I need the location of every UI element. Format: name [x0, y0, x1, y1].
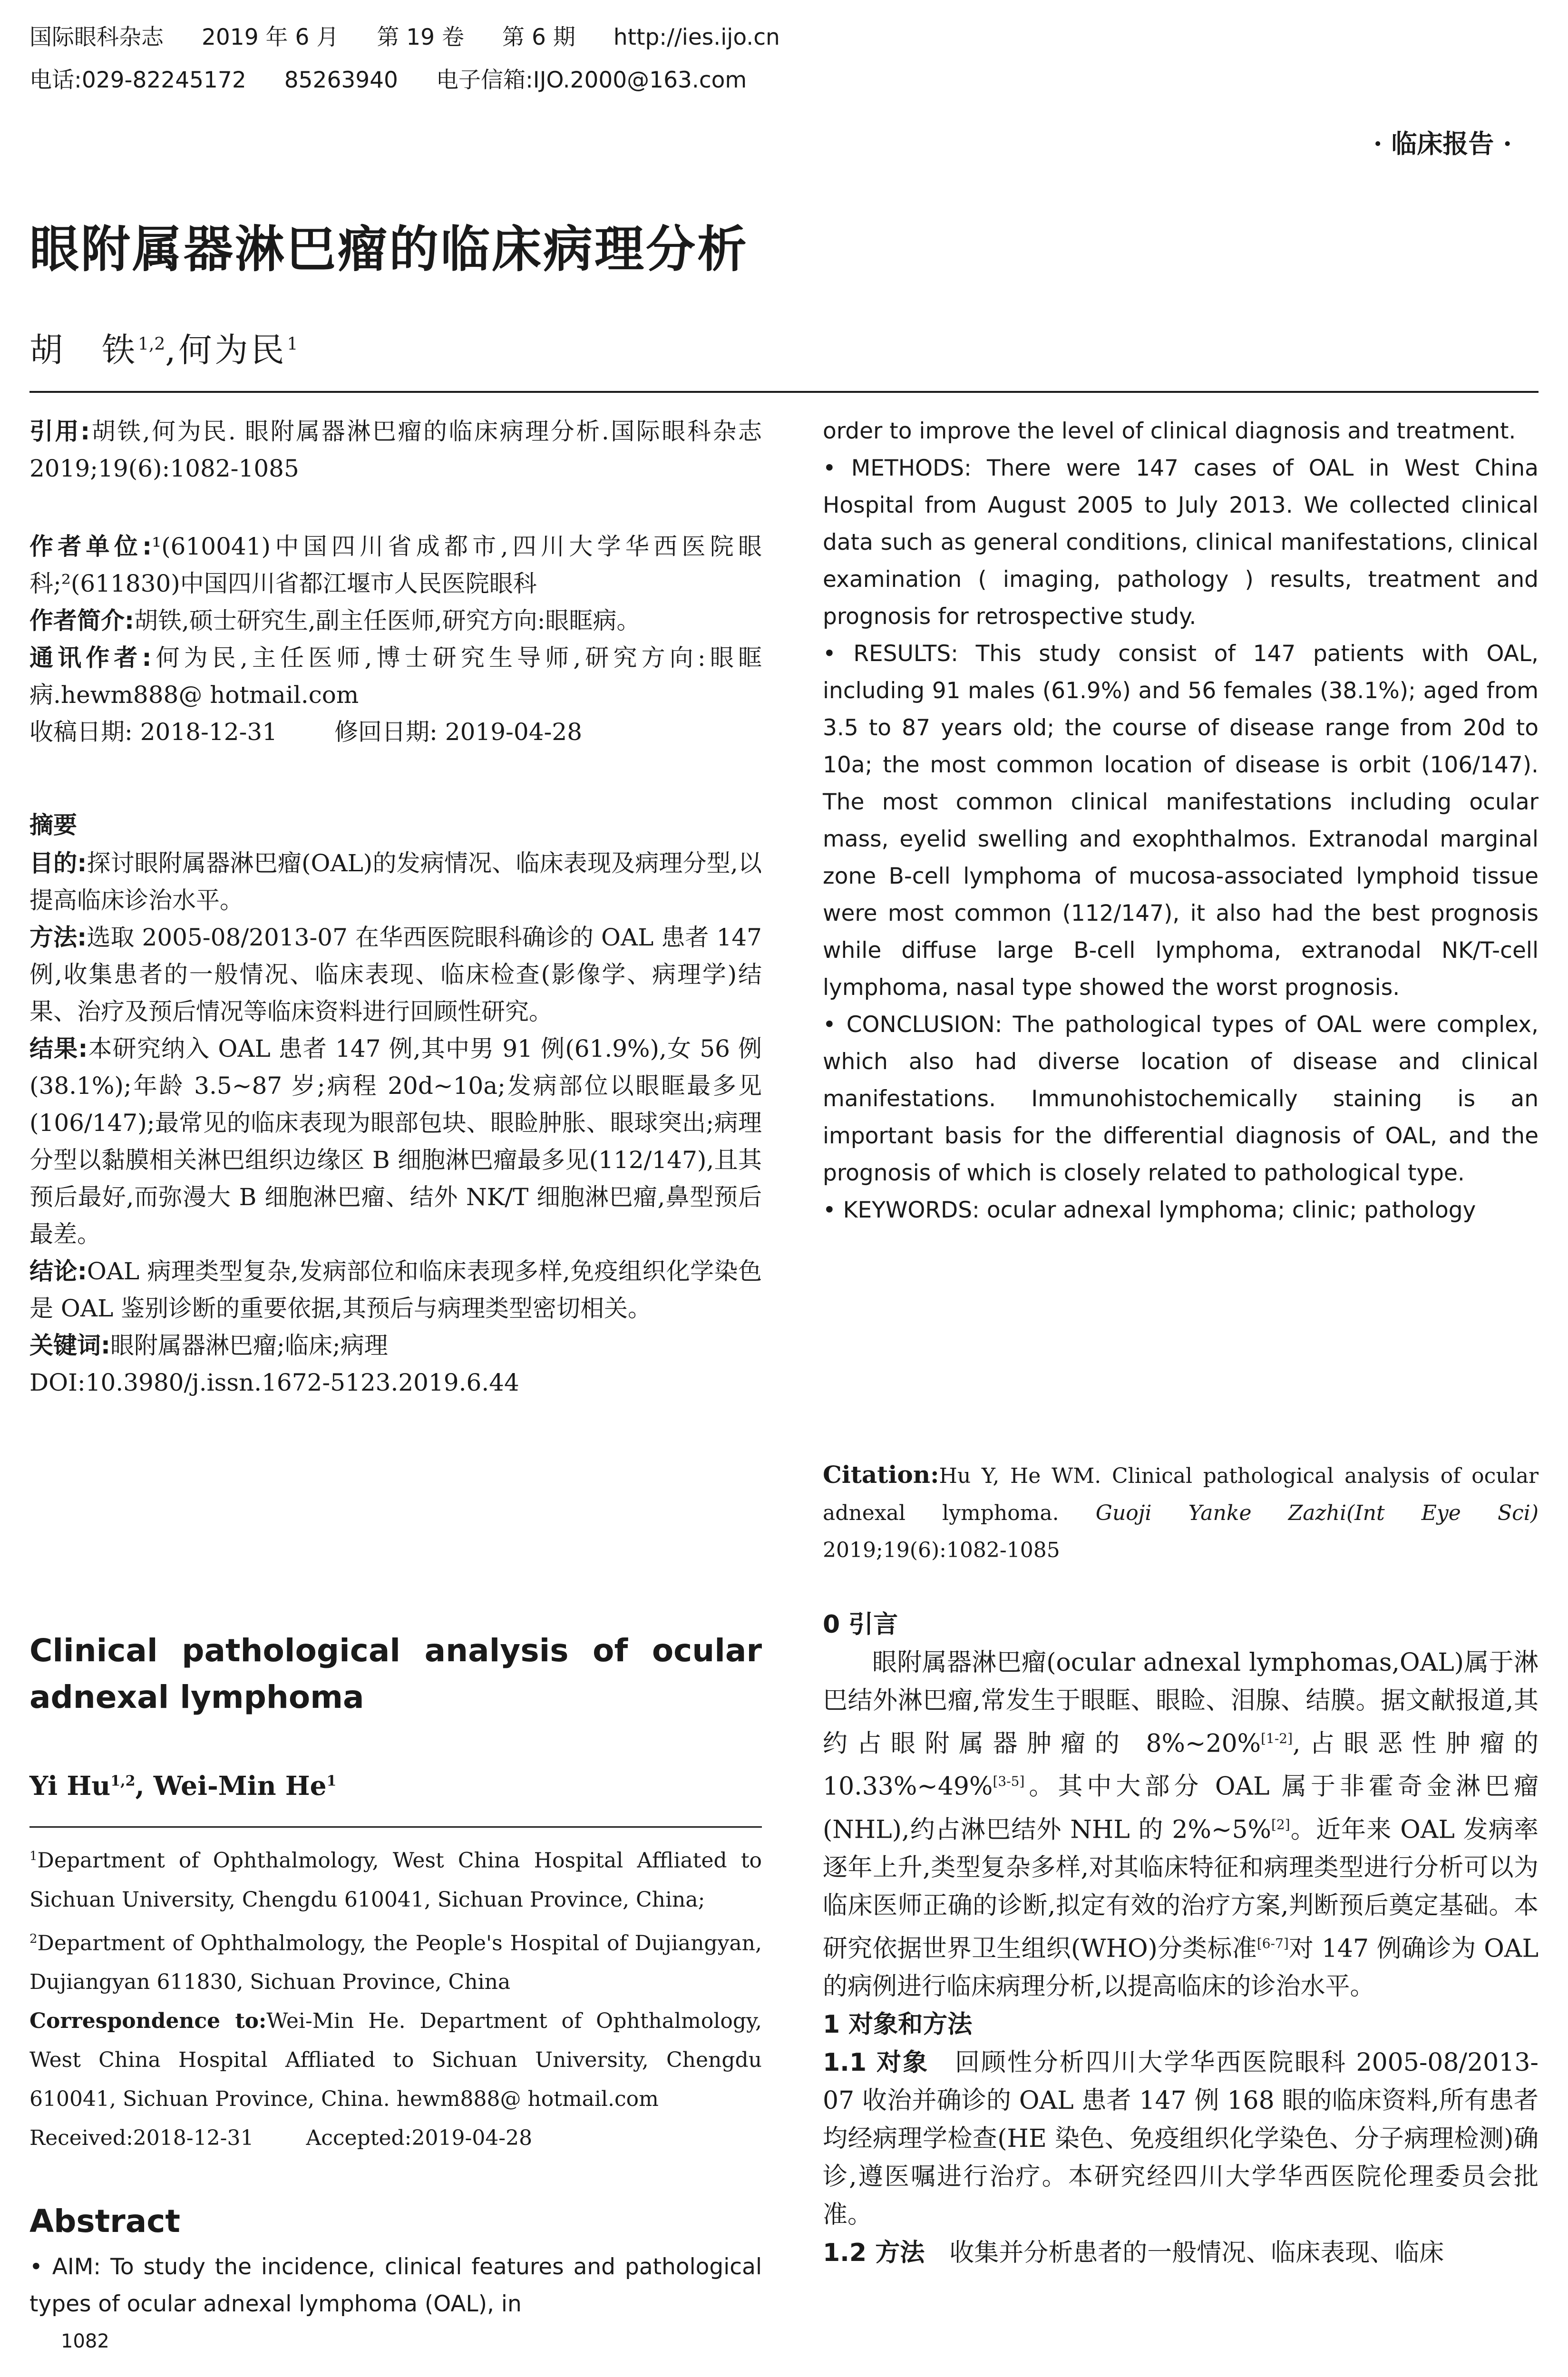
issue: 第 6 期 [502, 24, 575, 50]
intro-text-1: 眼附属器淋巴瘤(ocular adnexal lymphomas,OAL)属于淋巴结外淋巴瘤,常发生于眼眶、眼睑、泪腺、结膜。据文献报道,其约占眼附属器肿瘤的 8%~20% [823, 1648, 1539, 1758]
article-title-cn: 眼附属器淋巴瘤的临床病理分析 [29, 220, 749, 278]
received-date: 收稿日期: 2018-12-31 [29, 718, 278, 746]
author-1-affil: 1,2 [138, 334, 166, 354]
abstract-en-continued [823, 413, 1539, 1229]
author-1-cn: 胡 铁 [29, 331, 138, 370]
aff2-text: Department of Ophthalmology, the People's Hospital of Dujiangyan, Dujiangyan 611830, Sichuan Province, China [29, 1931, 762, 1995]
concl-text: OAL 病理类型复杂,发病部位和临床表现多样,免疫组织化学染色是 OAL 鉴别诊断的重要依据,其预后与病理类型密切相关。 [29, 1257, 762, 1322]
keywords-text: 眼附属器淋巴瘤;临床;病理 [110, 1332, 388, 1359]
intro-text-2: ,占眼恶性肿瘤的 10.33%~49% [823, 1729, 1539, 1801]
ref-4[interactable]: [6-7] [1256, 1935, 1289, 1951]
citation-lead: 引用: [29, 418, 90, 445]
affil-lead: 作者单位: [29, 533, 152, 560]
citation-text: 胡铁,何为民. 眼附属器淋巴瘤的临床病理分析.国际眼科杂志 2019;19(6):1082-1085 [29, 418, 762, 482]
section-1-1 [823, 2044, 1539, 2234]
bio-text: 胡铁,硕士研究生,副主任医师,研究方向:眼眶病。 [134, 607, 641, 634]
abstract-en-aim [29, 2249, 762, 2323]
corr-text: 何为民,主任医师,博士研究生导师,研究方向:眼眶病.hewm888@ hotmail.com [29, 644, 762, 709]
aff1-text: Department of Ophthalmology, West China Hospital Affliated to Sichuan University, Chengdu 610041, Sichuan Province, China; [29, 1848, 762, 1912]
abstract-en-heading: Abstract [29, 2203, 180, 2240]
article-title-en: Clinical pathological analysis of ocular adnexal lymphoma [29, 1632, 762, 1715]
aim-text: 探讨眼附属器淋巴瘤(OAL)的发病情况、临床表现及病理分型,以提高临床诊治水平。 [29, 849, 762, 914]
header-rule [29, 391, 1539, 393]
intro-heading: 0 引言 [823, 1610, 898, 1639]
concl-lead: 结论: [29, 1257, 87, 1285]
section-tag: · 临床报告 · [1373, 128, 1512, 159]
journal-header-line-2 [29, 66, 785, 95]
journal-tel-2: 85263940 [284, 67, 398, 93]
journal-tel: 电话:029-82245172 [29, 67, 246, 93]
ref-1[interactable]: [1-2] [1261, 1731, 1293, 1746]
author-2-en-affil: 1 [326, 1773, 337, 1790]
ref-2[interactable]: [3-5] [993, 1773, 1025, 1790]
corr-en-text: Wei-Min He. Department of Ophthalmology, West China Hospital Affliated to Sichuan University, Chengdu 610041, Sichuan Province, China. hewm888@ hotmail.com [29, 2009, 762, 2112]
keywords-en-lead: • KEYWORDS: [823, 1197, 980, 1223]
abstract-cn [29, 845, 762, 1401]
received-en: Received:2018-12-31 [29, 2126, 254, 2151]
authors-cn [29, 323, 298, 371]
keywords-lead: 关键词: [29, 1332, 110, 1359]
aff2-marker: 2 [29, 1931, 38, 1946]
author-2-affil: 1 [287, 334, 298, 354]
en-author-rule [29, 1826, 762, 1828]
result-lead: 结果: [29, 1035, 88, 1062]
volume: 第 19 卷 [377, 24, 465, 50]
section-1-2 [823, 2234, 1539, 2272]
doi[interactable]: DOI:10.3980/j.issn.1672-5123.2019.6.44 [29, 1369, 519, 1396]
intro-text-3: 。其中大部分 OAL 属于非霍奇金淋巴瘤(NHL),约占淋巴结外 NHL 的 2%~5% [823, 1772, 1539, 1844]
section-1-2-heading: 1.2 方法 [823, 2239, 925, 2268]
method-text: 选取 2005-08/2013-07 在华西医院眼科确诊的 OAL 患者 147 例,收集患者的一般情况、临床表现、临床检查(影像学、病理学)结果、治疗及预后情况等临床资料进行回顾性研究。 [29, 924, 762, 1025]
affil-text: ¹(610041)中国四川省成都市,四川大学华西医院眼科;²(611830)中国四川省都江堰市人民医院眼科 [29, 533, 762, 597]
authors-en [29, 1770, 337, 1801]
conclusion-en-text: The pathological types of OAL were complex, which also had diverse location of disease and clinical manifestations. Immunohistochemically staining is an important basis for the differential diagnosis of OAL, and the prognosis of which is closely related to pathological type. [823, 1012, 1539, 1186]
citation-en-lead: Citation: [823, 1461, 939, 1489]
author-1-en-affil: 1,2 [110, 1773, 136, 1790]
body-text [823, 1606, 1539, 2272]
section-1-2-text: 收集并分析患者的一般情况、临床表现、临床 [925, 2239, 1444, 2268]
citation-en-authors: Hu Y, He WM. Clinical pathological analysis of ocular adnexal lymphoma. [823, 1464, 1539, 1525]
author-en-separator: , [135, 1770, 154, 1801]
author-2-en: Wei-Min He [153, 1770, 327, 1801]
revised-date: 修回日期: 2019-04-28 [334, 718, 583, 746]
journal-name: 国际眼科杂志 [29, 24, 164, 50]
aim-en-lead: • AIM: [29, 2254, 101, 2280]
page-number: 1082 [61, 2330, 109, 2352]
corr-lead: 通讯作者: [29, 644, 152, 672]
citation-en-volume: 2019;19(6):1082-1085 [823, 1538, 1060, 1562]
journal-email[interactable]: 电子信箱:IJO.2000@163.com [436, 67, 747, 93]
intro-text-4: 。近年来 OAL 发病率逐年上升,类型复杂多样,对其临床特征和病理类型进行分析可以为临床医师正确的诊断,拟定有效的治疗方案,判断预后奠定基础。本研究依据世界卫生组织(WHO)分类标准 [823, 1815, 1539, 1963]
result-text: 本研究纳入 OAL 患者 147 例,其中男 91 例(61.9%),女 56 例(38.1%);年龄 3.5~87 岁;病程 20d~10a;发病部位以眼眶最多见(106/147);最常见的临床表现为眼部包块、眼睑肿胀、眼球突出;病理分型以黏膜相关淋巴组织边缘区 B 细胞淋巴瘤最多见(112/147),且其预后最好,而弥漫大 B 细胞淋巴瘤、结外 NK/T 细胞淋巴瘤,鼻型预后最差。 [29, 1035, 762, 1248]
author-info-block [29, 528, 762, 750]
aim-lead: 目的: [29, 849, 87, 877]
accepted-en: Accepted:2019-04-28 [306, 2126, 533, 2151]
citation-en-journal: Guoji Yanke Zazhi(Int Eye Sci) [1095, 1501, 1539, 1525]
aim-en-continued: order to improve the level of clinical diagnosis and treatment. [823, 418, 1516, 444]
ref-3[interactable]: [2] [1271, 1816, 1290, 1832]
aim-en-text: To study the incidence, clinical features and pathological types of ocular adnexal lymphoma (OAL), in [29, 2254, 762, 2317]
keywords-en-text: ocular adnexal lymphoma; clinic; pathology [986, 1197, 1476, 1223]
affiliations-en [29, 1837, 762, 2158]
methods-en-lead: • METHODS: [823, 455, 972, 481]
issue-date: 2019 年 6 月 [202, 24, 339, 50]
author-2-cn: 何为民 [178, 331, 287, 370]
section-1-heading: 1 对象和方法 [823, 2010, 973, 2039]
citation-block [29, 413, 762, 487]
author-separator: , [165, 331, 179, 370]
aff1-marker: 1 [29, 1849, 38, 1863]
method-lead: 方法: [29, 924, 87, 951]
results-en-lead: • RESULTS: [823, 641, 959, 667]
abstract-cn-heading: 摘要 [29, 811, 77, 839]
author-1-en: Yi Hu [29, 1770, 111, 1801]
methods-en-text: There were 147 cases of OAL in West China Hospital from August 2005 to July 2013. We collected clinical data such as general conditions, clinical manifestations, clinical examination ( imaging, pathology ) results, treatment and prognosis for retrospective study. [823, 455, 1539, 630]
intro-text-5: 对 147 例确诊为 OAL 的病例进行临床病理分析,以提高临床的诊治水平。 [823, 1934, 1539, 2001]
intro-paragraph [823, 1644, 1539, 2006]
section-1-1-heading: 1.1 对象 [823, 2048, 929, 2077]
corr-en-lead: Correspondence to: [29, 2009, 267, 2034]
conclusion-en-lead: • CONCLUSION: [823, 1012, 1003, 1038]
journal-url[interactable]: http://ies.ijo.cn [613, 24, 780, 50]
bio-lead: 作者简介: [29, 607, 134, 634]
results-en-text: This study consist of 147 patients with OAL, including 91 males (61.9%) and 56 females (38.1%); aged from 3.5 to 87 years old; the course of disease range from 20d to 10a; the most common location of disease is orbit (106/147). The most common clinical manifestations including ocular mass, eyelid swelling and exophthalmos. Extranodal marginal zone B-cell lymphoma of mucosa-associated lymphoid tissue were most common (112/147), it also had the best prognosis while diffuse large B-cell lymphoma, extranodal NK/T-cell lymphoma, nasal type showed the worst prognosis. [823, 641, 1539, 1001]
journal-header-line-1 [29, 23, 818, 52]
citation-en-block [823, 1456, 1539, 1569]
section-1-1-text: 回顾性分析四川大学华西医院眼科 2005-08/2013-07 收治并确诊的 OAL 患者 147 例 168 眼的临床资料,所有患者均经病理学检查(HE 染色、免疫组织化学染色、分子病理检测)确诊,遵医嘱进行治疗。本研究经四川大学华西医院伦理委员会批准。 [823, 2048, 1539, 2230]
